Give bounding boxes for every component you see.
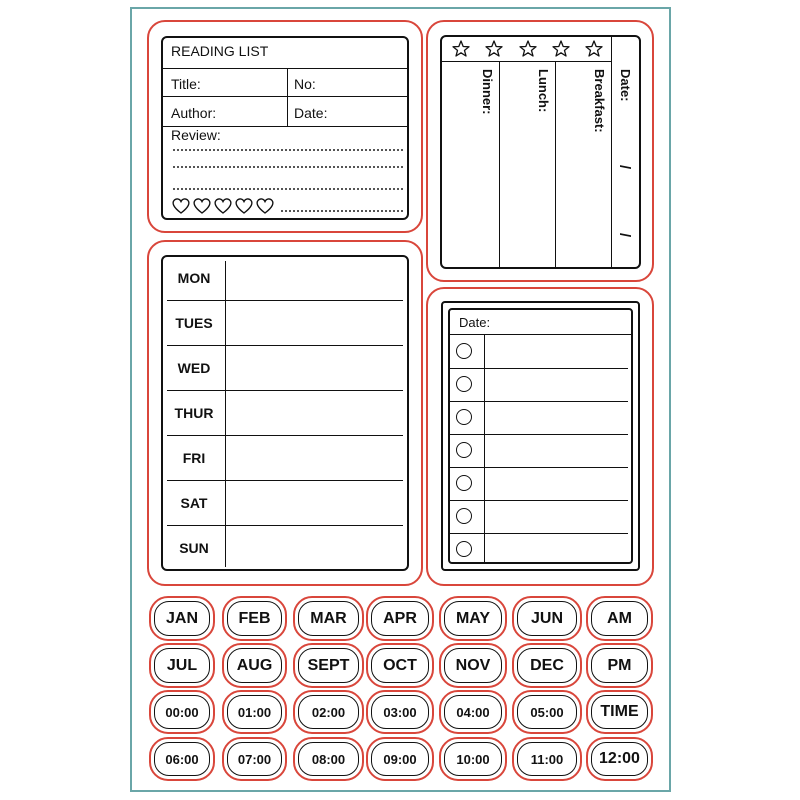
sticker-tag: [293, 690, 364, 734]
lunch-column-label: Lunch:: [536, 69, 551, 113]
divider: [163, 68, 407, 69]
breakfast-column-label: Breakfast:: [592, 69, 607, 133]
sticker-tag-label: TIME: [591, 695, 648, 729]
sticker-tag-label: FEB: [227, 601, 282, 636]
divider: [499, 61, 500, 269]
meal-plan-card: [440, 35, 641, 269]
date-column-label: Date:: [618, 69, 633, 102]
dotted-line: [281, 210, 403, 212]
weekly-planner-card: [161, 255, 409, 571]
day-label-sat: SAT: [180, 495, 208, 511]
checkbox-circle[interactable]: [456, 376, 472, 392]
sticker-tag-label: 12:00: [591, 742, 648, 776]
sticker-tag-label: 05:00: [517, 695, 577, 729]
sticker-tag: [366, 596, 434, 641]
checkbox-circle[interactable]: [456, 442, 472, 458]
sticker-tag-label: 07:00: [227, 742, 282, 776]
author-field-label: Author:: [171, 105, 217, 121]
sticker-tag: [149, 596, 215, 641]
sticker-tag-label: MAY: [444, 601, 502, 636]
divider: [450, 368, 628, 369]
sticker-tag-label: JUN: [517, 601, 577, 636]
sticker-tag: [586, 737, 653, 781]
sticker-tag: [512, 643, 582, 688]
sticker-tag: [439, 690, 507, 734]
divider: [287, 68, 288, 126]
date-separator: /: [616, 233, 633, 238]
sticker-tag-label: 00:00: [154, 695, 210, 729]
checkbox-circle[interactable]: [456, 343, 472, 359]
checkbox-circle[interactable]: [456, 508, 472, 524]
sticker-tag: [366, 643, 434, 688]
sticker-tag: [222, 643, 287, 688]
divider: [611, 37, 612, 269]
dotted-line: [173, 166, 403, 168]
sticker-tag: [149, 737, 215, 781]
date-field-label: Date:: [294, 105, 328, 121]
star-icon: [553, 41, 569, 56]
divider: [450, 467, 628, 468]
star-icon: [453, 41, 469, 56]
sticker-tag-label: 08:00: [298, 742, 359, 776]
divider: [225, 261, 226, 567]
sticker-tag-label: NOV: [444, 648, 502, 683]
sticker-tag: [439, 643, 507, 688]
sticker-tag: [222, 737, 287, 781]
divider: [167, 300, 403, 301]
day-label-wed: WED: [177, 360, 211, 376]
sticker-tag-label: AUG: [227, 648, 282, 683]
day-label-sun: SUN: [179, 540, 209, 556]
heart-icon: [236, 199, 252, 213]
sticker-tag-label: 06:00: [154, 742, 210, 776]
sticker-tag-label: JUL: [154, 648, 210, 683]
sticker-tag: [512, 690, 582, 734]
heart-icon: [257, 199, 273, 213]
dotted-line: [173, 188, 403, 190]
divider: [167, 525, 403, 526]
sticker-tag: [293, 737, 364, 781]
sticker-tag-label: SEPT: [298, 648, 359, 683]
sticker-tag: [586, 690, 653, 734]
day-label-thur: THUR: [174, 405, 214, 421]
dinner-column-label: Dinner:: [480, 69, 495, 115]
heart-icon: [194, 199, 210, 213]
reading-list-title: READING LIST: [171, 43, 269, 59]
sticker-tag-label: MAR: [298, 601, 359, 636]
sticker-tag: [439, 596, 507, 641]
heart-icon: [215, 199, 231, 213]
sticker-tag: [512, 596, 582, 641]
divider: [450, 533, 628, 534]
checkbox-circle[interactable]: [456, 475, 472, 491]
sticker-tag-label: 10:00: [444, 742, 502, 776]
sticker-tag: [222, 690, 287, 734]
sticker-tag-label: 09:00: [371, 742, 429, 776]
divider: [167, 480, 403, 481]
star-icon: [520, 41, 536, 56]
sticker-tag: [293, 643, 364, 688]
divider: [450, 401, 628, 402]
day-label-fri: FRI: [182, 450, 206, 466]
title-field-label: Title:: [171, 76, 201, 92]
sticker-tag-label: 11:00: [517, 742, 577, 776]
sticker-tag: [586, 643, 653, 688]
sticker-tag-label: JAN: [154, 601, 210, 636]
sticker-tag: [439, 737, 507, 781]
sticker-tag: [366, 690, 434, 734]
sticker-tag: [222, 596, 287, 641]
divider: [167, 390, 403, 391]
heart-rating: [171, 196, 279, 216]
sticker-tag: [366, 737, 434, 781]
checklist-date-label: Date:: [459, 315, 491, 330]
star-row: [442, 37, 612, 63]
review-field-label: Review:: [171, 127, 221, 143]
checklist-outer-card: [441, 301, 640, 571]
sticker-tag-label: 03:00: [371, 695, 429, 729]
no-field-label: No:: [294, 76, 316, 92]
day-label-mon: MON: [177, 270, 211, 286]
sticker-tag-label: APR: [371, 601, 429, 636]
star-icon: [586, 41, 602, 56]
divider: [555, 61, 556, 269]
divider: [167, 435, 403, 436]
date-separator: /: [616, 165, 633, 170]
sticker-tag: [149, 643, 215, 688]
divider: [163, 96, 407, 97]
checkbox-circle[interactable]: [456, 409, 472, 425]
sticker-tag-label: 01:00: [227, 695, 282, 729]
reading-list-card: [161, 36, 409, 220]
day-label-tues: TUES: [175, 315, 213, 331]
sticker-tag-label: 02:00: [298, 695, 359, 729]
divider: [450, 434, 628, 435]
sticker-tag-label: OCT: [371, 648, 429, 683]
checklist-inner-card: [448, 308, 633, 564]
sticker-tag-label: PM: [591, 648, 648, 683]
divider: [167, 345, 403, 346]
sticker-tag-label: AM: [591, 601, 648, 636]
sticker-tag-label: 04:00: [444, 695, 502, 729]
sticker-tag: [149, 690, 215, 734]
sticker-tag: [293, 596, 364, 641]
heart-icon: [173, 199, 189, 213]
checkbox-circle[interactable]: [456, 541, 472, 557]
divider: [450, 500, 628, 501]
sticker-tag-label: DEC: [517, 648, 577, 683]
dotted-line: [173, 149, 403, 151]
sticker-tag: [586, 596, 653, 641]
divider: [450, 334, 631, 335]
sticker-tag: [512, 737, 582, 781]
star-icon: [486, 41, 502, 56]
divider: [442, 61, 612, 62]
